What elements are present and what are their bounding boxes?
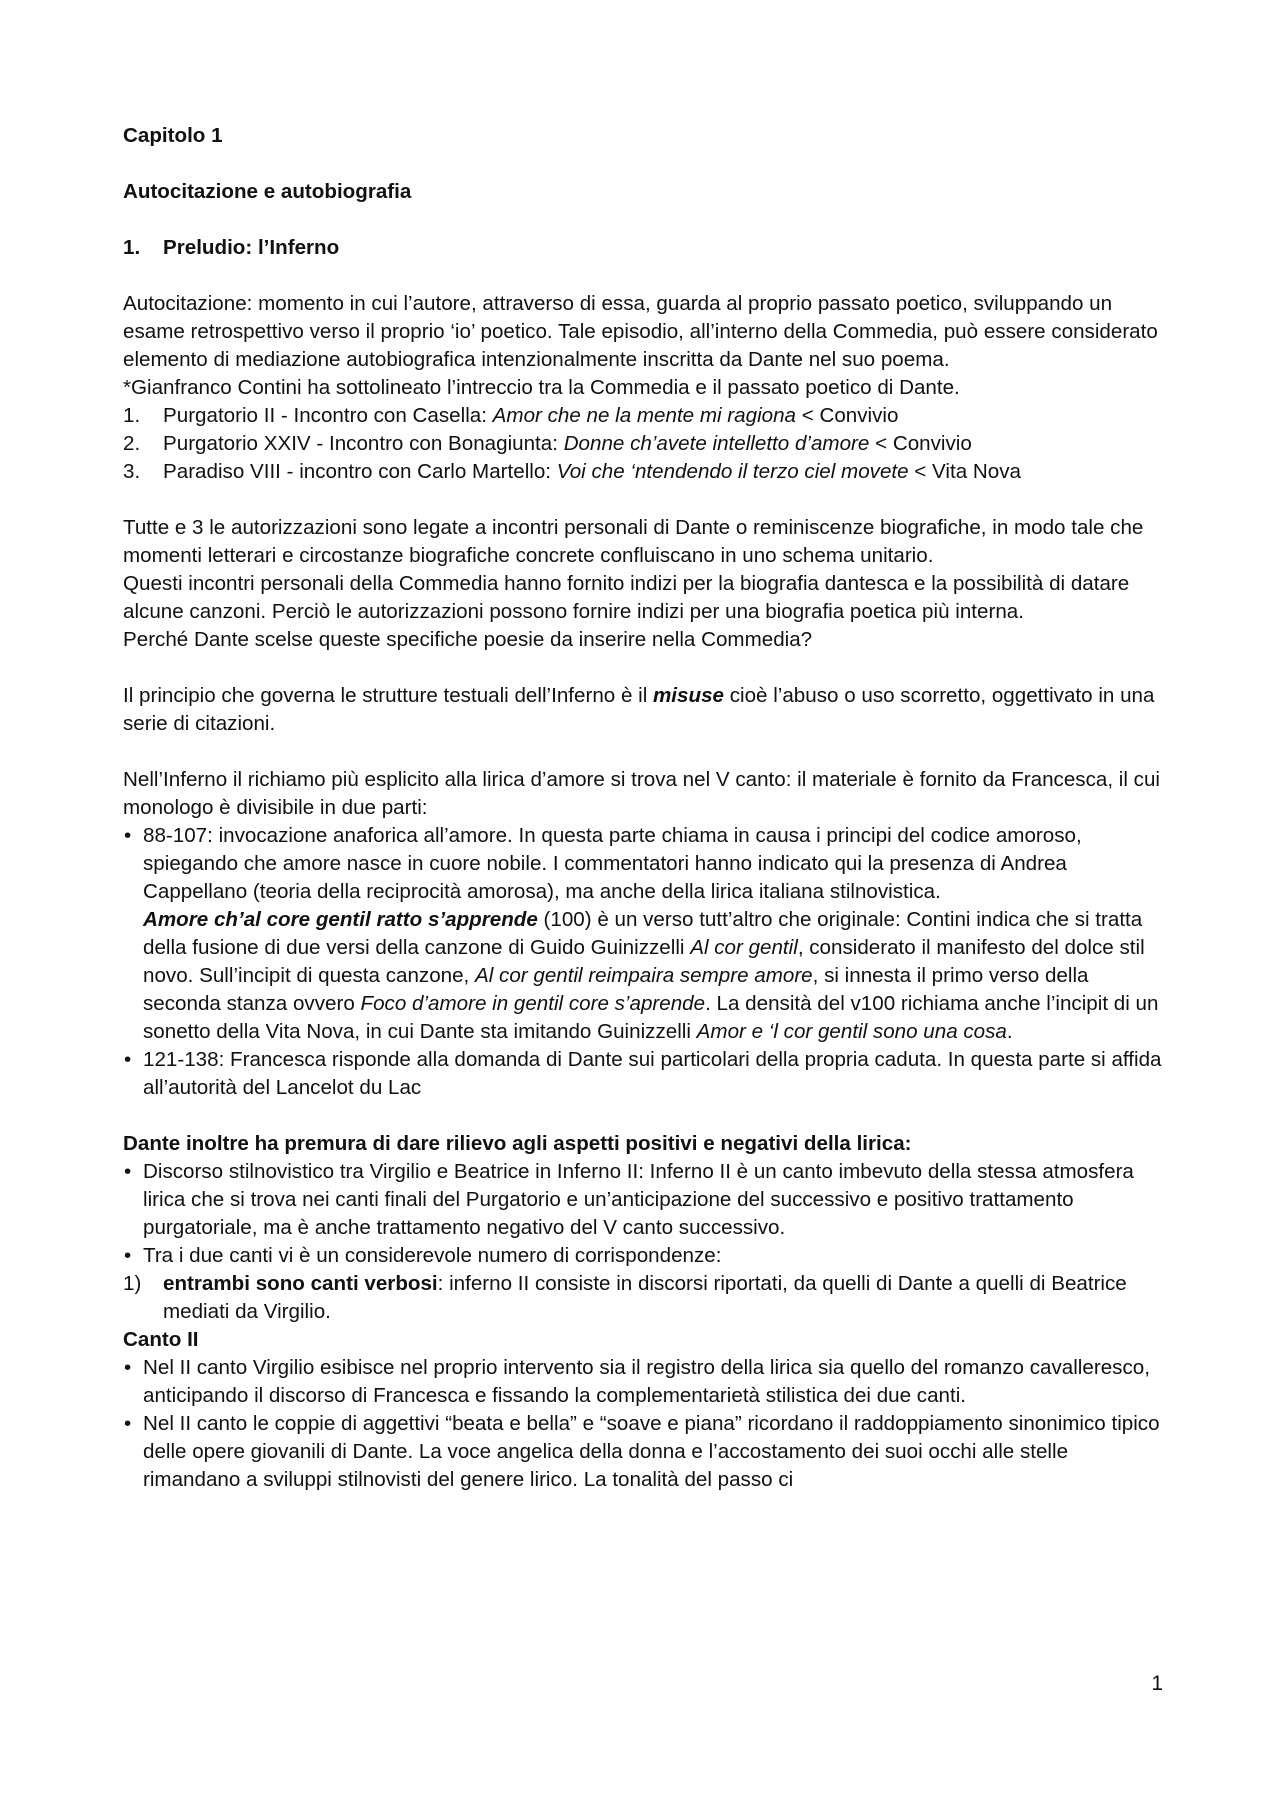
paragraph: Nell’Inferno il richiamo più esplicito alla lirica d’amore si trova nel V canto: il materiale è fornito da Francesca, il cui monologo è divisibile in due parti: (123, 768, 1160, 819)
list-item: 1) entrambi sono canti verbosi: inferno II consiste in discorsi riportati, da quelli di Dante a quelli di Beatrice mediati da Virgilio. (123, 1270, 1168, 1326)
chapter-title: Autocitazione e autobiografia (123, 180, 412, 203)
chapter-heading: Capitolo 1 (123, 124, 223, 147)
bullet-text: Tra i due canti vi è un considerevole numero di corrispondenze: (143, 1244, 722, 1267)
point-emphasis: entrambi sono canti verbosi (163, 1272, 438, 1295)
list-item (123, 430, 1168, 458)
document-page (123, 122, 1168, 1494)
bullet-text: Nel II canto Virgilio esibisce nel proprio intervento sia il registro della lirica sia quello del romanzo cavalleresco, anticipando il discorso di Francesca e fissando la complementarietà stilistica dei due canti. (143, 1356, 1150, 1407)
intro-paragraph: Autocitazione: momento in cui l’autore, attraverso di essa, guarda al proprio passato poetico, sviluppando un esame retrospettivo verso il proprio ‘io’ poetico. Tale episodio, all’interno della Commedia, può essere considerato elemento di mediazione autobiografica intenzionalmente inscritta da Dante nel suo poema. (123, 292, 1158, 371)
bullet-mark: • (124, 1412, 132, 1435)
misuse-term: misuse (653, 684, 724, 707)
bullet-mark: • (124, 1160, 132, 1183)
bullet-text: Nel II canto le coppie di aggettivi “beata e bella” e “soave e piana” ricordano il raddoppiamento sinonimico tipico delle opere giovanili di Dante. La voce angelica della donna e l’accostamento dei suoi occhi alle stelle rimandano a sviluppi stilnovisti del genere lirico. La tonalità del passo ci (143, 1412, 1160, 1491)
list-text: Paradiso VIII - incontro con Carlo Martello: (163, 460, 557, 483)
section-label: Preludio: l’Inferno (163, 236, 340, 259)
paragraph: Tutte e 3 le autorizzazioni sono legate a incontri personali di Dante o reminiscenze biografiche, in modo tale che momenti letterari e circostanze biografiche concrete confluiscano in uno schema unitario. (123, 516, 1144, 567)
bullet-mark: • (124, 1048, 132, 1071)
list-item (123, 822, 1168, 1046)
bullet-text: 88-107: invocazione anaforica all’amore. In questa parte chiama in causa i principi del codice amoroso, spiegando che amore nasce in cuore nobile. I commentatori hanno indicato qui la presenza di Andrea Cappellano (teoria della reciprocità amorosa), ma anche della lirica italiana stilnovistica. (143, 824, 1082, 903)
list-quote: Voi che ‘ntendendo il terzo ciel movete (556, 460, 909, 483)
contini-note: *Gianfranco Contini ha sottolineato l’intreccio tra la Commedia e il passato poetico di Dante. (123, 376, 960, 399)
page-number: 1 (1151, 1672, 1163, 1695)
list-quote: Amor che ne la mente mi ragiona (492, 404, 797, 427)
list-item (123, 1046, 1168, 1102)
list-number: 1) (123, 1272, 142, 1295)
list-text: Purgatorio II - Incontro con Casella: (163, 404, 493, 427)
verse-commentary: Amore ch’al core gentil ratto s’apprende (100) è un verso tutt’altro che originale: Contini indica che si tratta della fusione di due versi della canzone di Guido Guinizzelli Al cor gentil, considerato il manifesto del dolce stil novo. Sull’incipit di questa canzone, Al cor gentil reimpaira sempre amore, si innesta il primo verso della seconda stanza ovvero Foco d’amore in gentil core s’aprende. La densità del v100 richiama anche l’incipit di un sonetto della Vita Nova, in cui Dante sta imitando Guinizzelli Amor e ‘l cor gentil sono una cosa. (143, 908, 1159, 1043)
list-number: 1. (123, 404, 141, 427)
list-source: < Convivio (869, 432, 972, 455)
bullet-mark: • (124, 1356, 132, 1379)
paragraph: Questi incontri personali della Commedia hanno fornito indizi per la biografia dantesca e la possibilità di datare alcune canzoni. Perciò le autorizzazioni possono fornire indizi per una biografia poetica più interna. (123, 572, 1130, 623)
bullet-mark: • (124, 1244, 132, 1267)
list-item (123, 1354, 1168, 1410)
list-item (123, 1410, 1168, 1494)
list-number: 2. (123, 432, 141, 455)
bullet-text: 121-138: Francesca risponde alla domanda di Dante sui particolari della propria caduta. In questa parte si affida all’autorità del Lancelot du Lac (143, 1048, 1162, 1099)
list-item (123, 402, 1168, 430)
section-number: 1. (123, 236, 141, 259)
list-item (123, 458, 1168, 486)
list-item (123, 1242, 1168, 1270)
bullet-text: Discorso stilnovistico tra Virgilio e Beatrice in Inferno II: Inferno II è un canto imbevuto della stessa atmosfera lirica che si trova nei canti finali del Purgatorio e un’anticipazione del successivo e positivo trattamento purgatoriale, ma è anche trattamento negativo del V canto successivo. (143, 1160, 1134, 1239)
section-heading (123, 234, 1168, 262)
list-quote: Donne ch’avete intelletto d’amore (563, 432, 870, 455)
misuse-paragraph: Il principio che governa le strutture testuali dell’Inferno è il misuse cioè l’abuso o uso scorretto, oggettivato in una serie di citazioni. (123, 684, 1155, 735)
verse-quote: Amore ch’al core gentil ratto s’apprende (143, 908, 538, 931)
bullet-mark: • (124, 824, 132, 847)
list-item (123, 1158, 1168, 1242)
list-source: < Convivio (796, 404, 899, 427)
list-text: Purgatorio XXIV - Incontro con Bonagiunta: (163, 432, 564, 455)
canto-heading: Canto II (123, 1328, 199, 1351)
list-source: < Vita Nova (908, 460, 1021, 483)
paragraph: Perché Dante scelse queste specifiche poesie da inserire nella Commedia? (123, 628, 813, 651)
section-subheading: Dante inoltre ha premura di dare rilievo agli aspetti positivi e negativi della lirica: (123, 1132, 912, 1155)
list-number: 3. (123, 460, 141, 483)
